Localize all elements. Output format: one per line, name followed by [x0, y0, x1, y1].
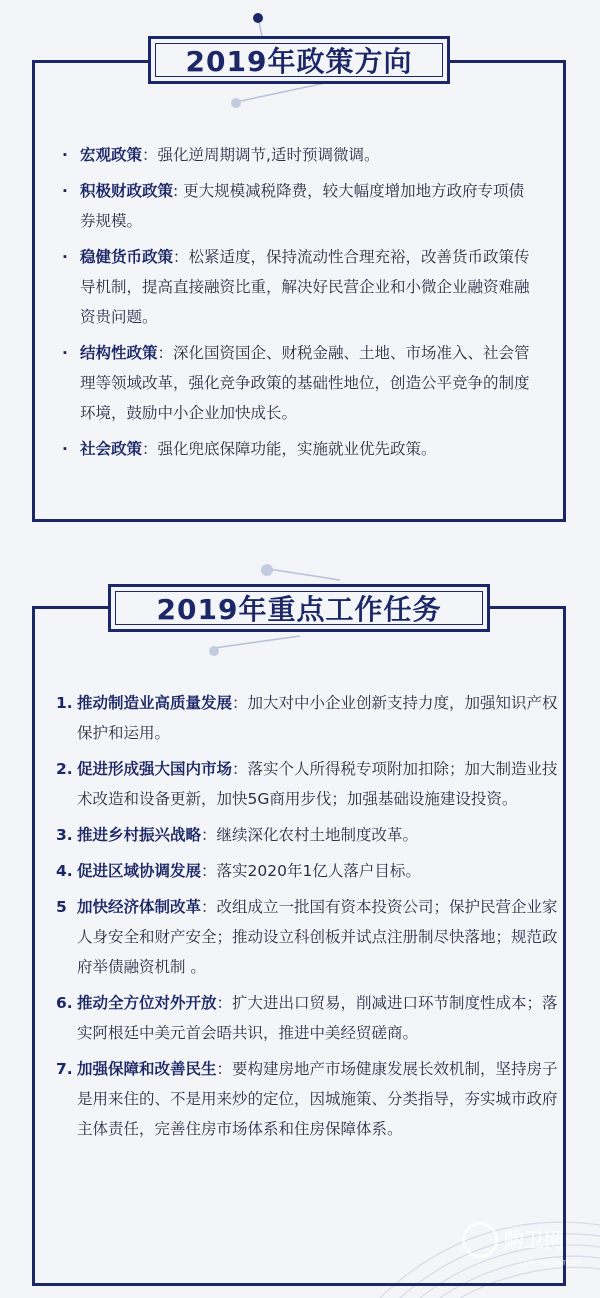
item-lead: 稳健货币政策	[80, 248, 174, 266]
bullet-icon: ·	[62, 146, 68, 164]
item-lead: 推进乡村振兴战略	[77, 826, 202, 844]
item-number: 1.	[56, 694, 73, 712]
list-item	[0, 754, 600, 814]
item-text: ：改组成立一批国有资本投资公司；保护民营企业家人身安全和财产安全；推动设立科创板并试点注册制尽快落地；规范政府举债融资机制 。	[77, 898, 558, 976]
item-text: ：加大对中小企业创新支持力度，加强知识产权保护和运用。	[77, 694, 558, 742]
item-number: 6.	[56, 994, 73, 1012]
item-text: ：继续深化农村土地制度改革。	[201, 826, 419, 844]
bullet-icon: ·	[62, 182, 68, 200]
item-text: ：扩大进出口贸易，削减进口环节制度性成本；落实阿根廷中美元首会晤共识，推进中美经贸磋商。	[77, 994, 558, 1042]
bullet-icon: ·	[62, 344, 68, 362]
watermark-name: 购卫网	[504, 1228, 564, 1252]
item-number: 7.	[56, 1060, 73, 1078]
item-lead: 结构性政策	[80, 344, 158, 362]
list-item	[0, 892, 600, 982]
list-item	[0, 176, 600, 236]
item-number: 3.	[56, 826, 73, 844]
item-lead: 推动全方位对外开放	[77, 994, 217, 1012]
list-item	[0, 820, 600, 850]
item-lead: 推动制造业高质量发展	[77, 694, 233, 712]
list-item	[0, 856, 600, 886]
list-item	[0, 338, 600, 428]
item-number: 5	[56, 898, 67, 916]
node-dot	[253, 13, 263, 23]
list-item	[0, 140, 600, 170]
list-item	[0, 1054, 600, 1144]
item-lead: 促进形成强大国内市场	[77, 760, 233, 778]
key-tasks-title-text: 2019年重点工作任务	[156, 593, 442, 626]
item-lead: 加快经济体制改革	[77, 898, 202, 916]
item-lead: 积极财政政策	[80, 182, 174, 200]
bullet-icon: ·	[62, 440, 68, 458]
list-item	[0, 988, 600, 1048]
item-text: ：落实个人所得税专项附加扣除；加大制造业技术改造和设备更新，加快5G商用步伐；加强基础设施建设投资。	[77, 760, 558, 808]
bullet-icon: ·	[62, 248, 68, 266]
watermark-logo-icon	[462, 1222, 498, 1258]
item-text: ：要构建房地产市场健康发展长效机制，坚持房子是用来住的、不是用来炒的定位，因城施策、分类指导，夯实城市政府主体责任，完善住房市场体系和住房保障体系。	[77, 1060, 558, 1138]
node-dot	[261, 564, 273, 576]
item-text: ：落实2020年1亿人落户目标。	[201, 862, 421, 880]
item-text: ：强化逆周期调节,适时预调微调。	[142, 146, 380, 164]
list-item	[0, 242, 600, 332]
watermark-url: txwsw.com.cn	[518, 1258, 582, 1268]
list-item	[0, 434, 600, 464]
policy-list	[0, 140, 600, 470]
item-number: 2.	[56, 760, 73, 778]
item-text: ：强化兜底保障功能，实施就业优先政策。	[142, 440, 437, 458]
list-item	[0, 688, 600, 748]
site-watermark	[462, 1218, 592, 1268]
task-list	[0, 688, 600, 1150]
item-lead: 促进区域协调发展	[77, 862, 202, 880]
item-lead: 宏观政策	[80, 146, 143, 164]
policy-direction-title	[148, 36, 450, 84]
key-tasks-title	[108, 584, 490, 632]
policy-direction-title-text: 2019年政策方向	[185, 45, 413, 78]
item-number: 4.	[56, 862, 73, 880]
item-text: : 更大规模减税降费，较大幅度增加地方政府专项债券规模。	[80, 182, 525, 230]
item-lead: 社会政策	[80, 440, 143, 458]
item-text: ：松紧适度，保持流动性合理充裕，改善货币政策传导机制，提高直接融资比重，解决好民营企业和小微企业融资难融资贵问题。	[80, 248, 530, 326]
item-text: ：深化国资国企、财税金融、土地、市场准入、社会管理等领域改革，强化竞争政策的基础性地位，创造公平竞争的制度环境，鼓励中小企业加快成长。	[80, 344, 530, 422]
item-lead: 加强保障和改善民生	[77, 1060, 217, 1078]
